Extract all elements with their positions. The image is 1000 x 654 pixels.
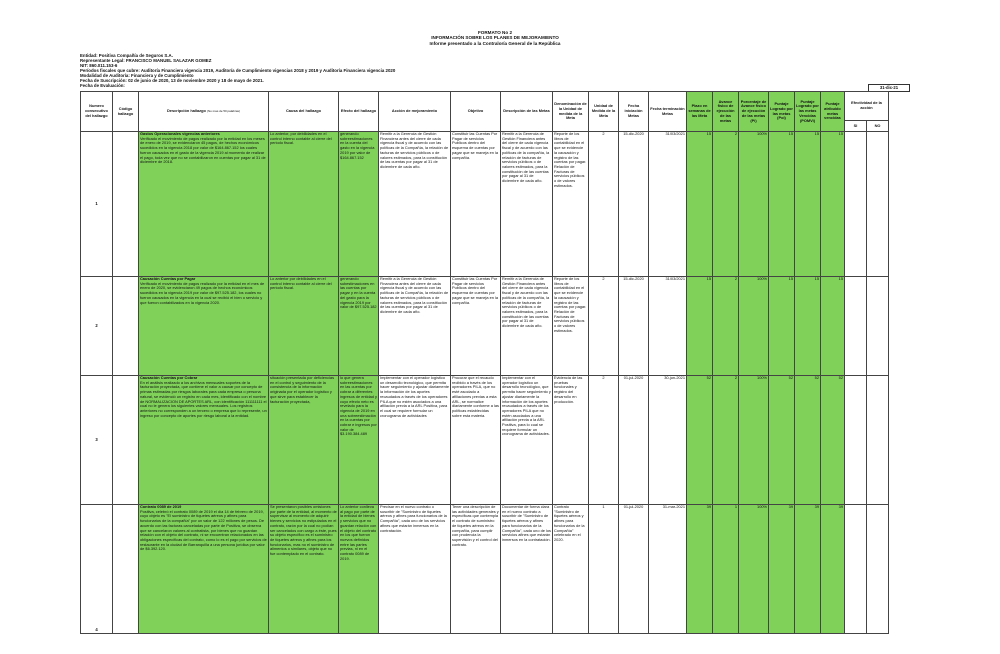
row-description: Gastos Operacionales vigencias anteriores Verificado el movimiento de pagos realizado por la entidad en los meses de enero de 2019, se evidenciaron 45 pagos, de hechos económicos sucedidos en la vigencia 2018 por valor de $164.867.152 los cuales fueron causados en el gasto de la vigencia 2019 al momento de realizar el pago, toda vez que no se contabilizaron en cuentas por pagar al 31 de diciembre de 2018. (139, 132, 269, 277)
row-score-expired: 39 (795, 505, 821, 634)
row-objective: Constituir las Cuentas Por Pagar de servicios Publicos dentro del esquema de cuentas por pagar que se maneja en la compañía. (451, 277, 501, 376)
col-avance: Avance físico de ejecución de las metas (713, 92, 739, 132)
row-progress: 2 (713, 132, 739, 277)
row-action: Remitir a la Gerencia de Gestión Financiera antes del cierre de cada vigencia fiscal y de acuerdo con las políticas de la Compañía, la relación de facturas de servicios públicos o de valores estimados, para la constitución de las cuentas por pagar al 31 de diciembre de cada año. (379, 132, 451, 277)
row-start: 01-jul-2020 (619, 505, 649, 634)
row-si (845, 505, 867, 634)
row-activities: Documentar de forma clara en el nuevo contrato a suscribir de "Suministro de tiquetes aéreos y afines para funcionarios de la Compañía", cada uno de los servicios afines que estarán inmersos en la contratación. (501, 505, 553, 634)
row-effect: generando sobreestimaciones en la cuenta del gasto en la vigencia 2019 por valor de $164.867.152 (339, 132, 379, 277)
row-unit: 2 (589, 277, 619, 376)
row-no (867, 132, 889, 277)
row-score: 39 (769, 505, 795, 634)
col-puntaje-vencidas: Puntaje Logrado por las metas Vencidas (POMVi) (795, 92, 821, 132)
row-percentage: 100% (739, 376, 769, 505)
col-denominacion: Denominación de la Unidad de medida de la Meta (553, 92, 589, 132)
row-percentage: 100% (739, 277, 769, 376)
table-row (81, 376, 889, 505)
col-puntaje-logrado: Puntaje Logrado por las metas (Poi) (769, 92, 795, 132)
col-numero: Numero consecutivo del hallazgo (81, 92, 113, 132)
table-row (81, 505, 889, 634)
row-si (845, 376, 867, 505)
col-codigo: Código hallazgo (113, 92, 139, 132)
row-term: 15 (687, 277, 713, 376)
col-unidad: Unidad de Medida de la Meta (589, 92, 619, 132)
row-number: 4 (81, 505, 113, 634)
row-start: 15-dic-2020 (619, 277, 649, 376)
audit-modality: Modalidad de Auditoría: Financiera y de Cumplimiento (80, 73, 194, 78)
col-descripcion: Descripción hallazgo (No mas de 50 palabras) (139, 92, 269, 132)
table-row (81, 132, 889, 277)
row-end: 31/03/2021 (649, 132, 687, 277)
row-score: 52 (769, 376, 795, 505)
col-efectividad: Efectividad de la acción (845, 92, 889, 121)
col-inicio: Fecha iniciación Metas (619, 92, 649, 132)
row-term: 39 (687, 505, 713, 634)
row-number: 1 (81, 132, 113, 277)
row-score-attributed: 15 (821, 277, 845, 376)
col-actividades: Descripción de las Metas (501, 92, 553, 132)
row-start: 15-dic-2020 (619, 132, 649, 277)
row-term: 52 (687, 376, 713, 505)
row-cause: Lo anterior, por debilidades en el control interno contable al cierre del periodo fiscal. (269, 132, 339, 277)
entity-nit: NIT: 860.011.153-6 (80, 63, 118, 68)
row-denomination: Evidencia de las pruebas funcionales y registro del desarrollo en producción. (553, 376, 589, 505)
row-objective: Procurar que el recaudo recibido a través de los operadores PILA, que no esté asociado a afiliaciones previas a esta ARL, se normalice diariamente conforme a las políticas establecidas sobre esta materia. (451, 376, 501, 505)
row-effect: Lo anterior conlleva al pago por parte de la entidad de bienes y servicios que no guardan relación con el objeto del contrato en los que fueron nuevos definidos entre las partes previas, ni en el contrato 0089 de 2019. (339, 505, 379, 634)
row-number: 2 (81, 277, 113, 376)
col-efecto: Efecto del hallazgo (339, 92, 379, 132)
subscription-date: Fecha de Suscripción: 02 de junio de 2020, 13 de noviembre 2020 y 18 de mayo de 2021. (80, 78, 264, 83)
row-code (113, 277, 139, 376)
col-no: NO (867, 121, 889, 132)
report-subtitle: Informe presentado a la Contraloría General de la República (429, 40, 561, 46)
row-cause: Lo anterior por debilidades en el control interno contable al cierre del periodo fiscal. (269, 277, 339, 376)
report-header (80, 30, 910, 46)
row-score: 15 (769, 132, 795, 277)
col-plazo: Plazo en semanas de las Meta (687, 92, 713, 132)
row-progress: 2 (713, 277, 739, 376)
row-score-expired: 52 (795, 376, 821, 505)
row-number: 3 (81, 376, 113, 505)
row-percentage: 100% (739, 132, 769, 277)
row-score-attributed: 52 (821, 376, 845, 505)
formato-label: FORMATO No 2 (477, 30, 513, 35)
row-denomination: Reporte de los libros de contabilidad en el que se evidencie la causación y registro de las cuentas por pagar. Relación de Facturas de servicios públicos o de valores estimados. (553, 277, 589, 376)
row-effect: generando subestimaciones en las cuentas por pagar y en la cuenta del gasto para la vigencia 2019 por valor de $97.525.182 (339, 277, 379, 376)
row-activities: Remitir a la Gerencia de Gestión Financiera antes del cierre de cada vigencia fiscal y de acuerdo con las políticas de la compañía, la relación de facturas de servicios públicos o de valores estimados, para la constitución de las cuentas por pagar al 31 de diciembre de cada año. (501, 277, 553, 376)
row-denomination: Reporte de los libros de contabilidad en el que se evidencie la causación y registro de las cuentas por pagar. Relación de Facturas de servicios públicos o de valores estimados. (553, 132, 589, 277)
row-term: 15 (687, 132, 713, 277)
col-puntaje-atribuido: Puntaje atribuido metas vencidas (821, 92, 845, 132)
row-action: Precisar en el nuevo contrato o suscribir de "Suministro de tiquetes aéreos y afines para funcionarios de la Compañía", cada uno de los servicios afines que estarán inmersos en la contratación. (379, 505, 451, 634)
row-description: Contrato 0089 de 2019 Positiva, celebró el contrato 0089 de 2019 el día 14 de febrero de 2019, cuyo objeto es "El suministro de tiquetes aéreos y afines para funcionarios de la compañía" por un valor de 122 millones de pesos. De acuerdo con las facturas canceladas por parte de Positiva, se observa que se cancelaron valores al contratista, por bienes que no guardan relación con el objeto del contrato, ni se encuentran relacionados en las obligaciones específicas del contrato, como lo es el pago por servicios de restaurante en la ciudad de Barranquilla a una persona jurídica por valor de $6.392.120. (139, 505, 269, 634)
row-denomination: Contrato "Suministro de tiquetes aéreos y afines para funcionarios de la Compañía" celebrado en el 2020. (553, 505, 589, 634)
row-objective: Tener una descripción de las actividades generales y específicas que contempla el contrato de suministro de tiquetes aéreos en la compañía, para cumplir con prudencia la supervisión y el control del contrato. (451, 505, 501, 634)
row-code (113, 132, 139, 277)
row-action: Remitir a la Gerencia de Gestión Financiera antes del cierre de cada vigencia fiscal y de acuerdo con las políticas de la Compañía, la relación de facturas de servicios públicos o de valores estimados, para la constitución de las cuentas por pagar al 31 de diciembre de cada año. (379, 277, 451, 376)
legal-representative: Representante Legal: FRANCISCO MANUEL SALAZAR GOMEZ (80, 58, 212, 63)
row-progress: 1 (713, 505, 739, 634)
improvement-plan-table (80, 91, 889, 634)
row-start: 01-jul-2020 (619, 376, 649, 505)
row-no (867, 376, 889, 505)
row-code (113, 505, 139, 634)
row-activities: Implementar con el operador logístico un desarrollo tecnológico, que permita hacer seguimiento y ajustar diariamente la información de los aportes recaudados a través de los operadores PILA que no estén asociados a una afiliación previa a la ARL Positiva, para lo cual se requiere formular un cronograma de actividades. (501, 376, 553, 505)
row-effect: lo que genera sobreestimaciones en las cuentas por cobrar a diferentes ingresos de entidad y cuyo efecto neto es revelado para la vigencia de 2019 en una sobreestimación en la cuentas por cobrar e ingresos por valor de $3.190.384.489 (339, 376, 379, 505)
entity-info (80, 53, 580, 88)
row-cause: Se presentaron posibles omisiones por parte de la entidad, al momento de supervisar al momento de adquirir bienes y servicios no estipulados en el contrato, razón por la cual no podían ser cancelados con cargo a éste, pues su objeto específico es el suministro de tiquetes aéreos y afines para los funcionarios, mas no el suministro de alimentos o similares, objeto que no fue contemplado en el contrato. (269, 505, 339, 634)
row-end: 30-jun-2021 (649, 376, 687, 505)
row-si (845, 277, 867, 376)
row-unit: 2 (589, 376, 619, 505)
row-cause: situación presentada por deficiencias en el control y seguimiento de la consistencia de la información originada por el operador logístico y que sirve para establecer la facturación proyectada, (269, 376, 339, 505)
col-terminacion: Fecha terminación Metas (649, 92, 687, 132)
row-score-attributed: 15 (821, 132, 845, 277)
row-no (867, 505, 889, 634)
row-activities: Remitir a la Gerencia de Gestión Financiera antes del cierre de cada vigencia fiscal y de acuerdo con las políticas de la compañía, la relación de facturas de servicios públicos o de valores estimados, para la constitución de las cuentas por pagar al 31 de diciembre de cada año. (501, 132, 553, 277)
row-objective: Constituir las Cuentas Por Pagar de servicios Publicos dentro del esquema de cuentas por pagar que se maneja en la compañía. (451, 132, 501, 277)
row-percentage: 100% (739, 505, 769, 634)
report-title: INFORMACIÓN SOBRE LOS PLANES DE MEJORAMIENTO (431, 35, 559, 41)
row-score-expired: 15 (795, 277, 821, 376)
row-no (867, 277, 889, 376)
col-accion: Acción de mejoramiento (379, 92, 451, 132)
col-causa: Causa del hallazgo (269, 92, 339, 132)
row-end: 31/03/2021 (649, 277, 687, 376)
col-porcentaje: Porcentaje de Avance físico de ejecución de las metas (Pi) (739, 92, 769, 132)
fiscal-periods: Períodos fiscales que cubre: Auditoría Financiera vigencia 2019, Auditoría de Cumplimiento vigencias 2018 y 2019 y Auditoría Financiera vigencia 2020 (80, 68, 396, 73)
row-score-expired: 15 (795, 132, 821, 277)
row-score: 15 (769, 277, 795, 376)
row-unit: 2 (589, 132, 619, 277)
col-si: SI (845, 121, 867, 132)
col-objetivo: Objetivo (451, 92, 501, 132)
row-progress: 2 (713, 376, 739, 505)
entity-name: Entidad: Positiva Compañía de Seguros S.A. (80, 53, 173, 58)
row-code (113, 376, 139, 505)
row-action: Implementar con el operador logístico un desarrollo tecnológico, que permita hacer seguimiento y ajustar diariamente la información de los aportes recaudados a través de los operadores PILA que no estén asociados a una afiliación previa a la ARL Positiva, para el cual se requiere formular un cronograma de actividades (379, 376, 451, 505)
row-si (845, 132, 867, 277)
row-end: 31-mar-2021 (649, 505, 687, 634)
row-description: Causación Cuentas por Pagar Verificado el movimiento de pagos realizado por la entidad en el mes de enero de 2020, se evidenciaron 49 pagos de hechos económicos sucedidos en la vigencia 2019 por valor de $97.525.182, los cuales no fueron causados en la vigencia en la cual se recibió el bien o servicio y que fueron contabilizados en la vigencia 2020. (139, 277, 269, 376)
evaluation-date: Fecha de Evaluación: (80, 83, 125, 88)
evaluation-date-value: 31-dic-21 (868, 84, 910, 92)
row-description: Causación Cuentas por Cobrar En el análisis realizado a los archivos mensuales soportes de la facturación proyectada, que contiene el valor a causar por concepto de primas estimadas por riesgos laborales para cada empresa o persona natural, se evidenció un registro en cada mes, identificado con el nombre de NORMALIZACION DE APORTES ARL, con identificación 111111111 el cual no le genera los siguientes valores mensuales. Los registros anteriores no corresponden a un tercero o empresa que lo represente, un ingreso por concepto de aportes por riesgo laboral a la entidad. (139, 376, 269, 505)
row-unit: 1 (589, 505, 619, 634)
row-score-attributed: 39 (821, 505, 845, 634)
table-row (81, 277, 889, 376)
